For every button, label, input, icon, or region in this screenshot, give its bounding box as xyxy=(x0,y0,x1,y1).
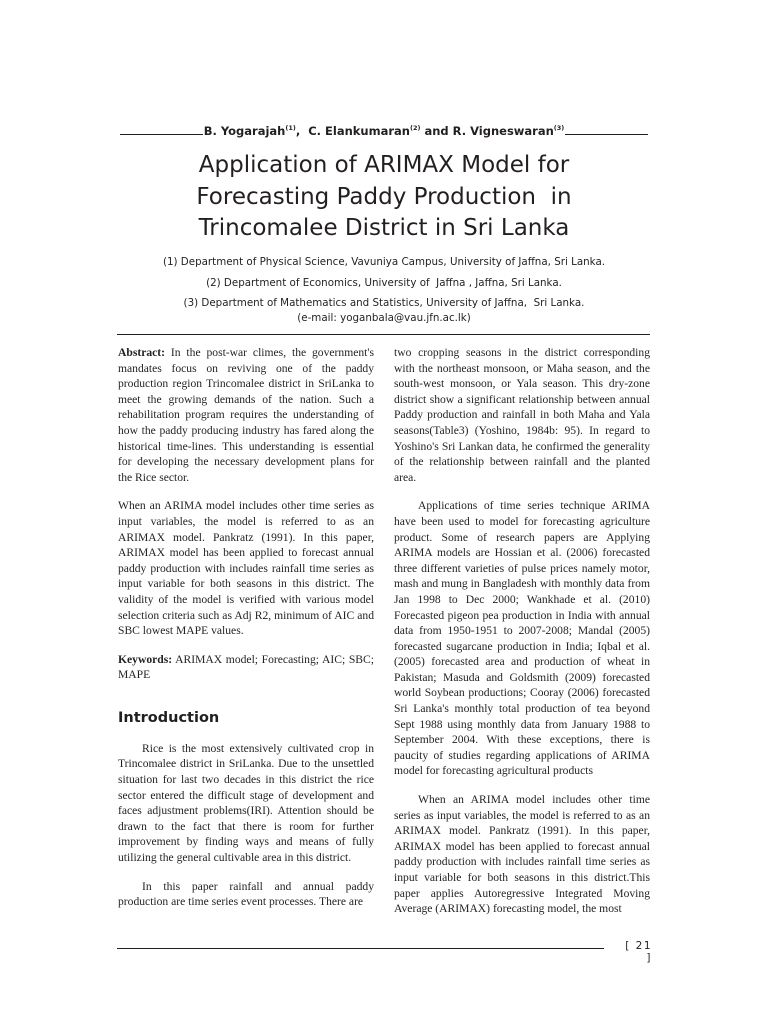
page-number: [ 21 ] xyxy=(625,940,652,964)
affiliation-3: (3) Department of Mathematics and Statistics, University of Jaffna, Sri Lanka. xyxy=(183,297,585,309)
author-rule-right xyxy=(565,134,648,135)
left-column xyxy=(118,345,374,923)
affiliations xyxy=(120,256,648,324)
abstract-label: Abstract: xyxy=(118,346,166,359)
keywords xyxy=(118,652,374,683)
affiliation-2: (2) Department of Economics, University of Jaffna , Jaffna, Sri Lanka. xyxy=(206,276,562,289)
right-paragraph-2: Applications of time series technique ARIMA have been used to model for forecasting agriculture product. Some of research papers are Applying ARIMA models are Hossian et al. (2006) forecasted three different varieties of pulse prices namely motor, mash and mung in Bangladesh with monthly data from Jan 1998 to Dec 2000; Wankhade et al. (2010) Forecasted pigeon pea production in India with annual data from 1950-1951 to 2007-2008; Mandal (2005) forecasted sugarcane production in India; Iqbal et al. (2005) forecasted area and production of wheat in Pakistan; Masuda and Goldsmith (2009) forecasted world Soybean productions; Cooray (2006) forecasted Sri Lanka's monthly total production of tea beyond Sept 1988 using monthly data from January 1988 to September 2004. With these exceptions, there is paucity of studies regarding applications of ARIMA model for forecasting agricultural products xyxy=(394,499,650,778)
author-3-marker: (3) xyxy=(553,124,565,133)
contact-email: (e-mail: yoganbala@vau.jfn.ac.lk) xyxy=(297,311,471,324)
title-line: Forecasting Paddy Production in xyxy=(196,183,572,210)
author-3: R. Vigneswaran xyxy=(452,124,554,138)
author-separator: and xyxy=(420,124,453,138)
keywords-text: ARIMAX model; Forecasting; AIC; SBC; MAPE xyxy=(118,652,374,682)
section-heading-introduction: Introduction xyxy=(118,709,220,726)
author-rule-left xyxy=(120,134,203,135)
footer-rule xyxy=(117,948,604,949)
right-paragraph-1: two cropping seasons in the district corresponding with the northeast monsoon, or Maha season, and the south-west monsoon, or Yala season. This dry-zone district show a significant relationship between annual Paddy production and rainfall in both Maha and Yala seasons(Table3) (Yoshino, 1984b: 95). In regard to Yoshino's Sri Lankan data, he confirmed the generality of the relationship between rainfall and the planted area. xyxy=(394,346,650,484)
paper-title xyxy=(120,150,648,245)
right-paragraph-3: When an ARIMA model includes other time series as input variables, the model is referred to as an ARIMAX model. Pankratz (1991). In this paper, ARIMAX model has been applied to forecast annual paddy production with includes rainfall time series as input variable for both seasons in this district.This paper applies Autoregressive Integrated Moving Average (ARIMAX) forecasting model, the most xyxy=(394,793,650,916)
abstract xyxy=(118,345,374,485)
author-1-marker: (1) xyxy=(285,124,296,133)
affiliation-1: (1) Department of Physical Science, Vavuniya Campus, University of Jaffna, Sri Lanka. xyxy=(162,256,606,268)
author-names xyxy=(203,124,566,138)
keywords-label: Keywords: xyxy=(118,652,173,666)
author-1: B. Yogarajah xyxy=(203,124,286,138)
abstract-paragraph-2: When an ARIMA model includes other time series as input variables, the model is referred to as an ARIMAX model. Pankratz (1991). In this paper, ARIMAX model has been applied to forecast annual paddy production with includes rainfall time series as input variable for both seasons in this district. The validity of the model is verified with various model selection criteria such as Adj R2, minimum of AIC and SBC lowest MAPE values. xyxy=(118,499,374,638)
title-line: Trincomalee District in Sri Lanka xyxy=(198,215,570,241)
author-2-marker: (2) xyxy=(409,124,421,133)
right-column xyxy=(394,345,650,930)
author-2: C. Elankumaran xyxy=(308,124,410,138)
author-separator: , xyxy=(295,124,309,138)
intro-paragraph-2: In this paper rainfall and annual paddy production are time series event processes. There are xyxy=(118,879,374,909)
abstract-text: In the post-war climes, the government's mandates focus on reviving one of the paddy production region Trincomalee district in SriLanka to meet the growing demands of the nation. Such a rehabilitation program requires the understanding of how the paddy producing industry has fared along the historical time-lines. This understanding is essential for developing the necessary development plans for the Rice sector. xyxy=(118,346,374,484)
intro-paragraph-1: Rice is the most extensively cultivated crop in Trincomalee district in SriLanka. Due to the unsettled situation for last two decades in this district the rice sector entered the difficult stage of development and faces adjustment problems(IRI). Attention should be drawn to the fact that there is room for further improvement by finding ways and means of fully utilizing the general cultivable area in this district. xyxy=(118,741,374,865)
header-divider xyxy=(117,334,650,335)
title-line: Application of ARIMAX Model for xyxy=(198,152,570,178)
author-line xyxy=(120,116,648,138)
